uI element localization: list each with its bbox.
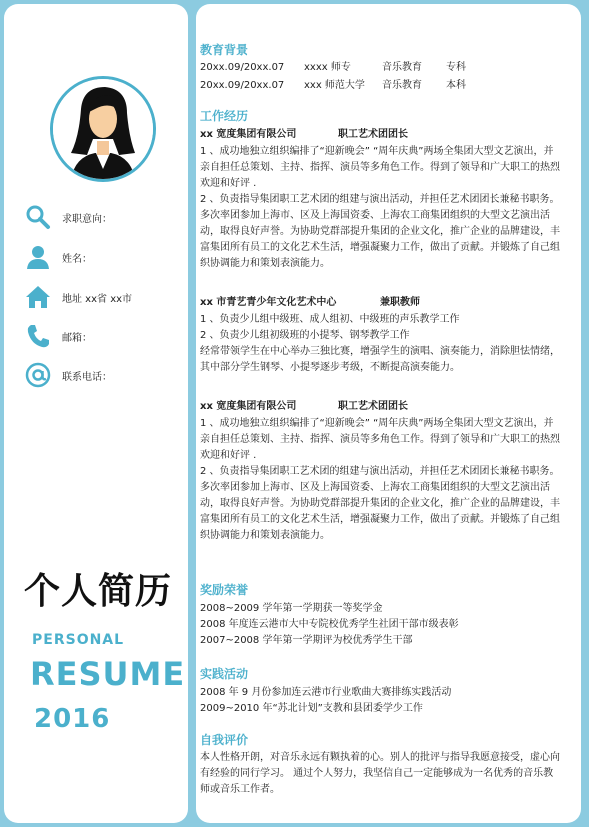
practice-title: 实践活动 xyxy=(200,667,249,681)
edu-period: 20xx.09/20xx.07 xyxy=(200,80,285,91)
personal-label: PERSONAL xyxy=(32,632,125,648)
self-eval-title: 自我评价 xyxy=(200,733,249,747)
job-line: 1 、成功地独立组织编排了“迎新晚会” “周年庆典”两场全集团大型文艺演出，并亲自担任总策划、主持、指挥、演员等多角色工作。得到了领导和广大职工的热烈欢迎和好评 . xyxy=(200,146,560,189)
practice-item: 2009~2010 年“苏北计划”支教和县团委学少工作 xyxy=(200,703,423,714)
contact-address-label: 地址 xx省 xx市 xyxy=(62,293,133,305)
job-description xyxy=(200,312,560,376)
job-company: xx 宽度集团有限公司 xyxy=(200,129,297,140)
edu-major: 音乐教育 xyxy=(382,62,422,73)
award-item: 2008 年度连云港市大中专院校优秀学生社团干部市级表彰 xyxy=(200,619,459,630)
award-item: 2008~2009 学年第一学期获一等奖学金 xyxy=(200,603,383,614)
contact-name-label: 姓名： xyxy=(62,253,92,265)
job-description xyxy=(200,144,560,272)
resume-title-cn: 个人简历 xyxy=(24,571,173,612)
resume-label: RESUME xyxy=(30,655,186,693)
user-icon xyxy=(24,243,52,271)
award-item: 2007~2008 学年第一学期评为校优秀学生干部 xyxy=(200,635,413,646)
job-position: 职工艺术团团长 xyxy=(338,401,408,412)
education-title: 教育背景 xyxy=(200,43,249,57)
awards-title: 奖励荣誉 xyxy=(200,583,249,597)
edu-major: 音乐教育 xyxy=(382,80,422,91)
home-icon xyxy=(24,283,52,311)
edu-degree: 本科 xyxy=(446,80,466,91)
contact-email xyxy=(24,321,92,351)
edu-school: xxxx 师专 xyxy=(304,62,351,73)
contact-intent xyxy=(24,202,112,232)
year-label: 2016 xyxy=(34,704,111,734)
job-company: xx 宽度集团有限公司 xyxy=(200,401,297,412)
job-line: 1 、成功地独立组织编排了“迎新晚会” “周年庆典”两场全集团大型文艺演出，并亲自担任总策划、主持、指挥、演员等多角色工作。得到了领导和广大职工的热烈欢迎和好评 . xyxy=(200,418,560,461)
edu-school: xxx 师范大学 xyxy=(304,80,365,91)
job-company: xx 市青艺青少年文化艺术中心 xyxy=(200,297,337,308)
education-row xyxy=(200,61,466,75)
avatar xyxy=(50,76,156,182)
job-line: 2 、负责指导集团职工艺术团的组建与演出活动，并担任艺术团团长兼秘书职务。多次率团参加上海市、区及上海国资委、上海农工商集团组织的大型文艺演出活动，取得良好声誉。为协助党群部提升集团的企业文化，推广企业的品牌建设，丰富集团所有员工的文化艺术生活，增强凝聚力工作，做出了贡献。并锻炼了自己组织协调能力和策划表演能力。 xyxy=(200,194,560,269)
job-position: 职工艺术团团长 xyxy=(338,129,408,140)
self-eval-text: 本人性格开朗，对音乐永远有颗执着的心。别人的批评与指导我愿意接受，虚心向有经验的同行学习。 通过个人努力，我坚信自己一定能够成为一名优秀的音乐教师或音乐工作者。 xyxy=(200,752,560,795)
contact-phone xyxy=(24,360,112,390)
job-line: 经常带领学生在中心举办三独比赛，增强学生的演唱、演奏能力，消除胆怯情绪，其中部分学生钢琴、小提琴逐步考级，不断提高演奏能力。 xyxy=(200,346,560,373)
contact-address xyxy=(24,282,132,312)
contact-phone-label: 联系电话： xyxy=(62,371,112,383)
left-panel xyxy=(4,4,188,823)
work-title: 工作经历 xyxy=(200,109,249,123)
job-heading xyxy=(200,296,420,310)
job-line: 2 、负责指导集团职工艺术团的组建与演出活动，并担任艺术团团长兼秘书职务。多次率团参加上海市、区及上海国资委、上海农工商集团组织的大型文艺演出活动，取得良好声誉。为协助党群部提升集团的企业文化，推广企业的品牌建设，丰富集团所有员工的文化艺术生活，增强凝聚力工作，做出了贡献。并锻炼了自己组织协调能力和策划表演能力。 xyxy=(200,466,560,541)
edu-degree: 专科 xyxy=(446,62,466,73)
education-row xyxy=(200,79,466,93)
job-position: 兼职教师 xyxy=(380,297,420,308)
phone-icon xyxy=(24,322,52,350)
job-description xyxy=(200,416,560,544)
contact-intent-label: 求职意向： xyxy=(62,213,112,225)
edu-period: 20xx.09/20xx.07 xyxy=(200,62,285,73)
job-line: 1 、负责少儿组中级班、成人组初、中级班的声乐教学工作 xyxy=(200,314,460,325)
contact-email-label: 邮箱： xyxy=(62,332,92,344)
search-icon xyxy=(24,203,52,231)
job-line: 2 、负责少儿组初级班的小提琴、钢琴教学工作 xyxy=(200,330,410,341)
contact-name xyxy=(24,242,92,272)
avatar-illustration xyxy=(53,79,153,179)
job-heading xyxy=(200,128,408,142)
at-icon xyxy=(24,361,52,389)
right-panel xyxy=(196,4,581,823)
practice-item: 2008 年 9 月份参加连云港市行业歌曲大赛排练实践活动 xyxy=(200,687,452,698)
job-heading xyxy=(200,400,408,414)
